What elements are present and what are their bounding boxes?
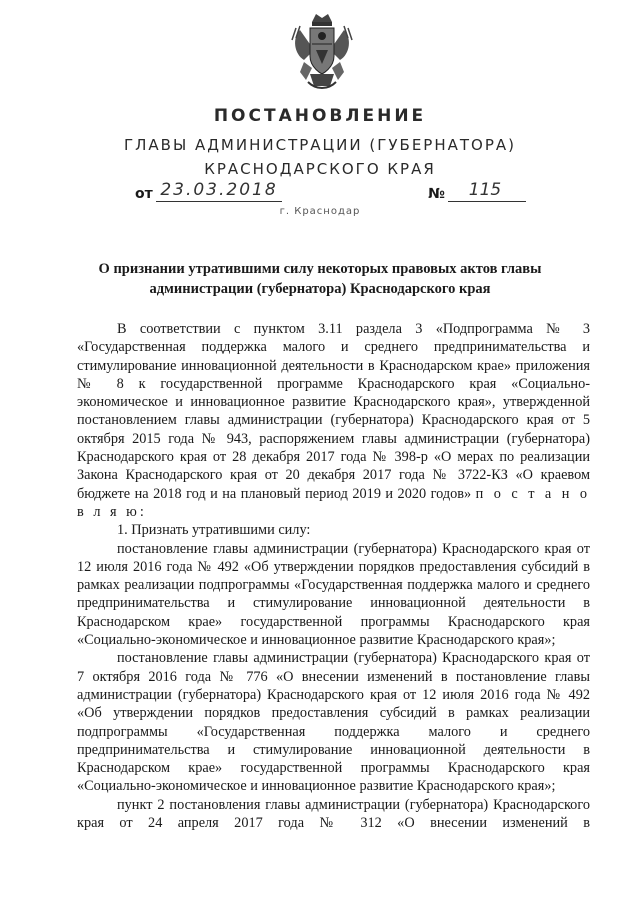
- intro-paragraph: [77, 320, 590, 521]
- date-number-line: [0, 182, 640, 208]
- document-type-heading: ПОСТАНОВЛЕНИЕ: [213, 106, 427, 126]
- coat-of-arms-emblem: [290, 10, 354, 92]
- document-title: О признании утратившими силу некоторых правовых актов главы администрации (губернатора) Краснодарского края: [98, 261, 542, 297]
- city-line: г. Краснодар: [279, 206, 361, 217]
- number-prefix: №: [428, 186, 445, 202]
- issuer-heading: ГЛАВЫ АДМИНИСТРАЦИИ (ГУБЕРНАТОРА): [123, 136, 517, 154]
- date-underline: [156, 201, 282, 202]
- item-1: 1. Признать утратившими силу:: [117, 522, 311, 539]
- intro-text: В соответствии с пунктом 3.11 раздела 3 «Подпрограмма № 3 «Государственная поддержка малого и среднего предпринимательства и стимулирование инновационной деятельности в Краснодарском крае» приложения № 8 к государственной программе Краснодарского края «Социально-экономическое и инновационное развитие Краснодарского края», утвержденной постановлением главы администрации (губернатора) Краснодарского края от 5 октября 2015 года № 943, распоряжением главы администрации (губернатора) Краснодарского края от 28 декабря 2017 года № 398-р «О мерах по реализации Закона Краснодарского края от 20 декабря 2017 года № 3722-КЗ «О краевом бюджете на 2018 год и на плановый период 2019 и 2020 годов»: [77, 321, 590, 502]
- document-body: [77, 320, 590, 832]
- repealed-act-3: пункт 2 постановления главы администрации (губернатора) Краснодарского края от 24 апреля 2017 года № 312 «О внесении изменений в: [77, 796, 590, 832]
- date-prefix: от: [135, 186, 153, 202]
- number-underline: [448, 201, 526, 202]
- document-date: 23.03.2018: [160, 180, 278, 200]
- repealed-act-2: постановление главы администрации (губернатора) Краснодарского края от 7 октября 2016 года № 776 «О внесении изменений в постановление главы администрации (губернатора) Краснодарского края от 12 июля 2016 года № 492 «Об утверждении порядков предоставления субсидий в рамках реализации подпрограммы «Государственная поддержка малого и среднего предпринимательства и стимулирование инновационной деятельности в Краснодарском крае» государственной программы Краснодарского края «Социально-экономическое и инновационное развитие Краснодарского края»;: [77, 650, 590, 795]
- region-heading: КРАСНОДАРСКОГО КРАЯ: [204, 160, 436, 178]
- document-number: 115: [468, 180, 502, 200]
- repealed-act-1: постановление главы администрации (губернатора) Краснодарского края от 12 июля 2016 года № 492 «Об утверждении порядков предоставления субсидий в рамках реализации подпрограммы «Государственная поддержка малого и среднего предпринимательства и стимулирование инновационной деятельности в Краснодарском крае» государственной программы Краснодарского края «Социально-экономическое и инновационное развитие Краснодарского края»;: [77, 540, 590, 649]
- resolve-word: п о с т а н о в л я ю:: [77, 485, 590, 520]
